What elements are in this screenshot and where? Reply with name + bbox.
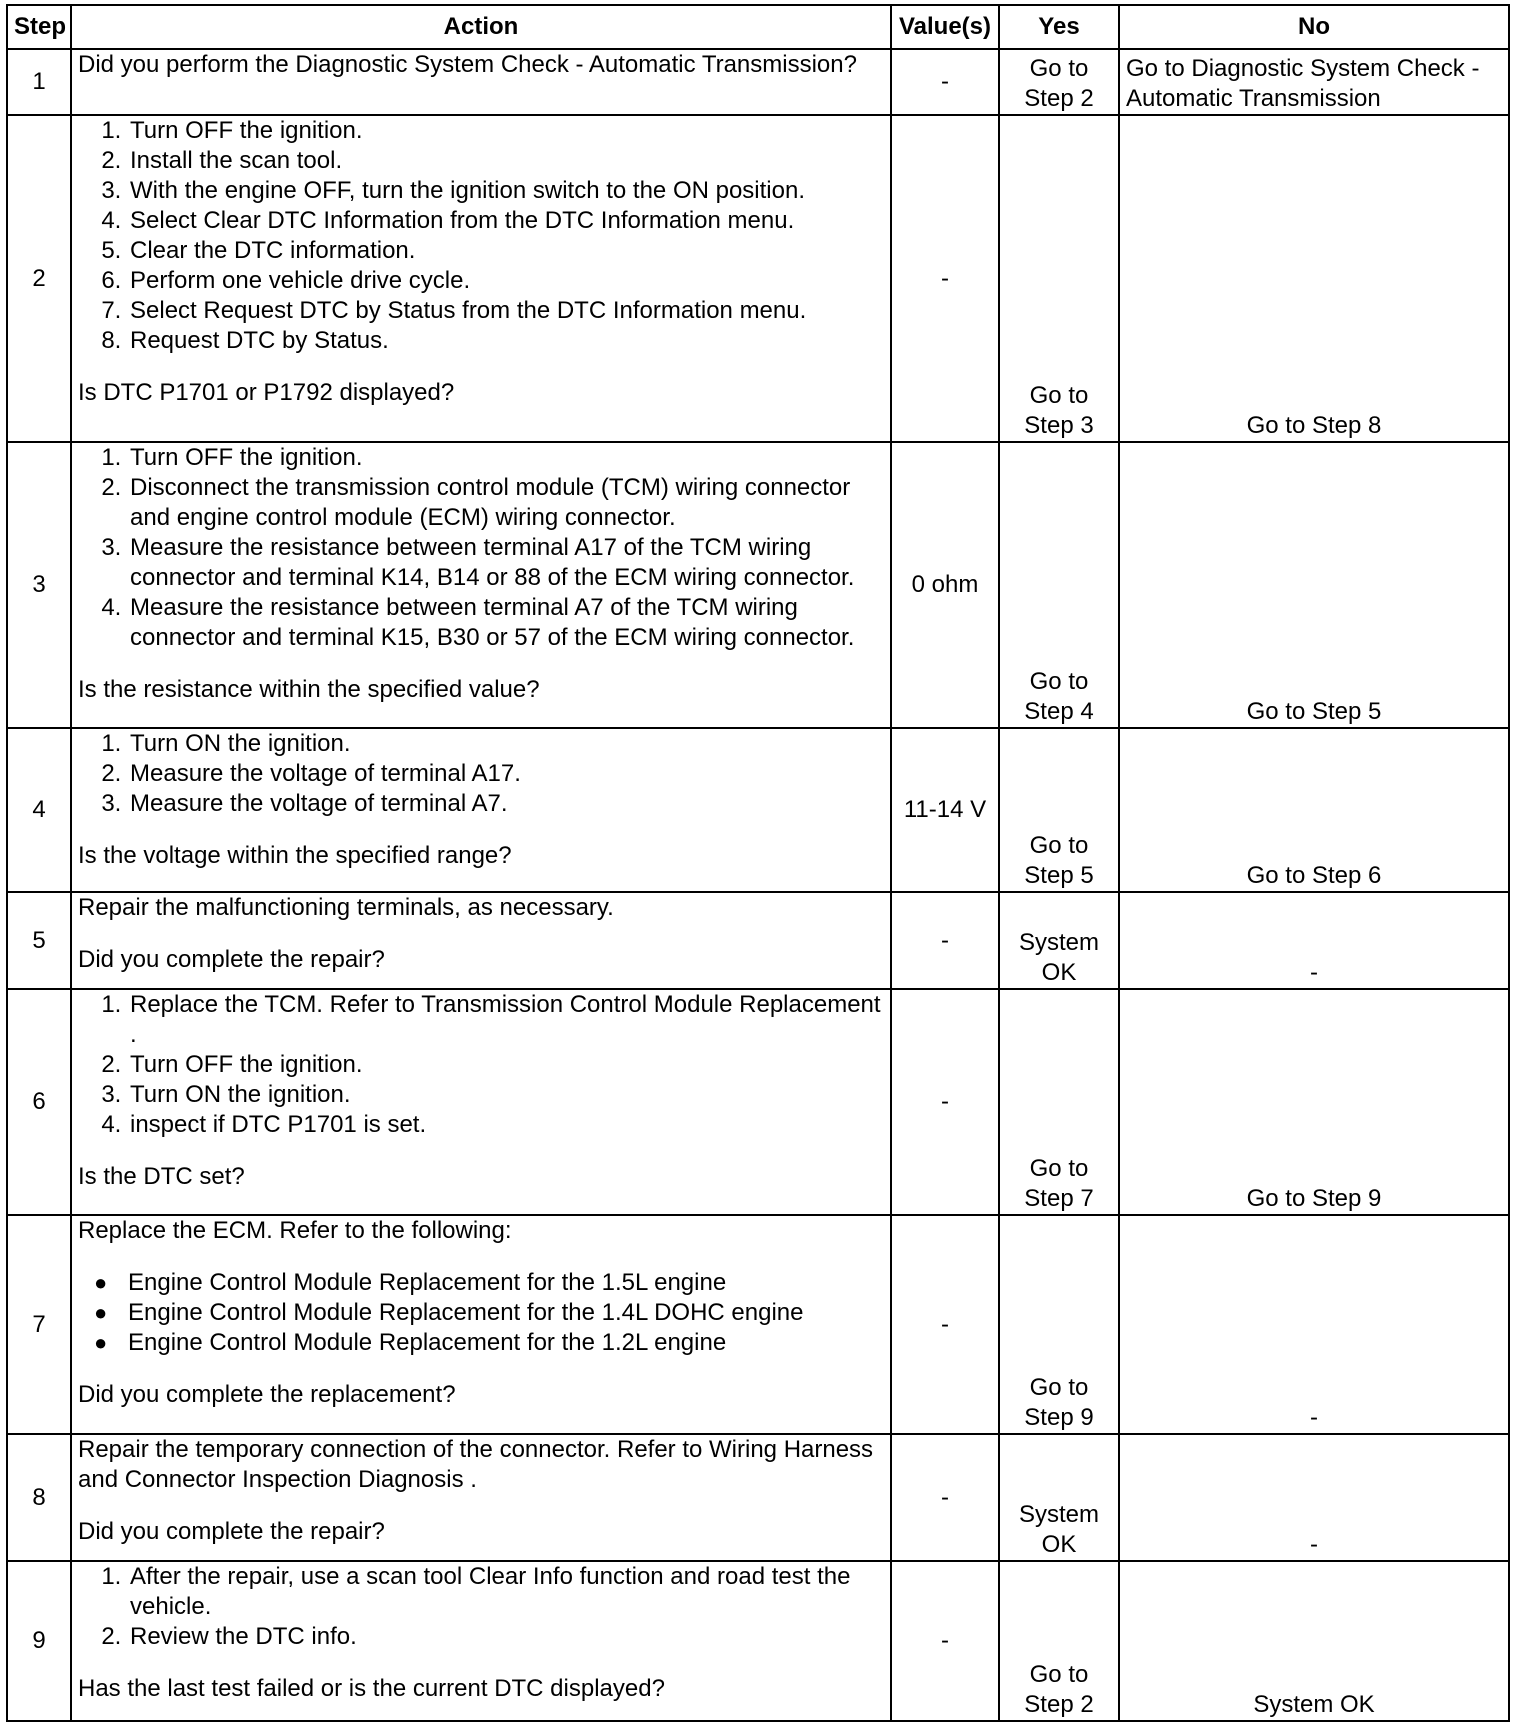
list-item: 3. Turn ON the ignition. bbox=[128, 1080, 884, 1110]
action-text: Did you perform the Diagnostic System Check - Automatic Transmission? bbox=[78, 51, 857, 78]
yes-cell: System OK bbox=[999, 1434, 1119, 1561]
no-cell: - bbox=[1119, 892, 1509, 989]
action-question: Is the DTC set? bbox=[78, 1163, 245, 1190]
step-number: 9 bbox=[7, 1561, 71, 1721]
action-cell bbox=[71, 442, 891, 728]
table-row bbox=[7, 1215, 1509, 1434]
step-number: 8 bbox=[7, 1434, 71, 1561]
list-item: 2. Measure the voltage of terminal A17. bbox=[128, 759, 884, 789]
list-item: 2. Disconnect the transmission control module (TCM) wiring connector and engine control module (ECM) wiring connector. bbox=[128, 473, 884, 533]
yes-cell: Go to Step 5 bbox=[999, 728, 1119, 892]
value-cell: - bbox=[891, 115, 999, 442]
list-item: 3. Measure the voltage of terminal A7. bbox=[128, 789, 884, 819]
action-steps-list bbox=[78, 990, 884, 1140]
diagnostic-table bbox=[6, 4, 1510, 1722]
table-row bbox=[7, 1561, 1509, 1721]
step-number: 6 bbox=[7, 989, 71, 1215]
action-cell bbox=[71, 1215, 891, 1434]
action-steps-list bbox=[78, 1562, 884, 1652]
action-cell bbox=[71, 49, 891, 115]
value-cell: - bbox=[891, 989, 999, 1215]
yes-cell: Go to Step 4 bbox=[999, 442, 1119, 728]
value-cell: 0 ohm bbox=[891, 442, 999, 728]
action-question: Is the resistance within the specified value? bbox=[78, 676, 540, 703]
list-item: 3. With the engine OFF, turn the ignition switch to the ON position. bbox=[128, 176, 884, 206]
list-item: 1. Replace the TCM. Refer to Transmission Control Module Replacement . bbox=[128, 990, 884, 1050]
action-question: Did you complete the repair? bbox=[78, 946, 385, 973]
list-item: 1. Turn OFF the ignition. bbox=[128, 116, 884, 146]
yes-cell: Go to Step 9 bbox=[999, 1215, 1119, 1434]
action-question: Is DTC P1701 or P1792 displayed? bbox=[78, 379, 455, 406]
action-cell bbox=[71, 728, 891, 892]
step-number: 4 bbox=[7, 728, 71, 892]
step-number: 2 bbox=[7, 115, 71, 442]
step-number: 1 bbox=[7, 49, 71, 115]
list-item: ● Engine Control Module Replacement for the 1.4L DOHC engine bbox=[128, 1298, 884, 1328]
action-steps-list bbox=[78, 443, 884, 653]
no-cell: System OK bbox=[1119, 1561, 1509, 1721]
table-body bbox=[7, 49, 1509, 1721]
list-item: 3. Measure the resistance between terminal A17 of the TCM wiring connector and terminal K14, B14 or 88 of the ECM wiring connector. bbox=[128, 533, 884, 593]
table-row bbox=[7, 49, 1509, 115]
list-item: 2. Turn OFF the ignition. bbox=[128, 1050, 884, 1080]
action-question: Has the last test failed or is the current DTC displayed? bbox=[78, 1675, 665, 1702]
action-steps-list bbox=[78, 729, 884, 819]
value-cell: - bbox=[891, 49, 999, 115]
yes-cell: Go to Step 3 bbox=[999, 115, 1119, 442]
value-cell: - bbox=[891, 1215, 999, 1434]
yes-cell: Go to Step 2 bbox=[999, 49, 1119, 115]
list-item: 1. Turn ON the ignition. bbox=[128, 729, 884, 759]
no-cell: Go to Diagnostic System Check - Automatic Transmission bbox=[1119, 49, 1509, 115]
action-text: Repair the temporary connection of the connector. Refer to Wiring Harness and Connector Inspection Diagnosis . bbox=[78, 1436, 874, 1493]
header-row bbox=[7, 5, 1509, 49]
step-number: 7 bbox=[7, 1215, 71, 1434]
table-row bbox=[7, 115, 1509, 442]
yes-cell: Go to Step 2 bbox=[999, 1561, 1119, 1721]
list-item: 4. Select Clear DTC Information from the DTC Information menu. bbox=[128, 206, 884, 236]
action-text: Replace the ECM. Refer to the following: bbox=[78, 1217, 512, 1244]
value-cell: - bbox=[891, 892, 999, 989]
list-item: 1. Turn OFF the ignition. bbox=[128, 443, 884, 473]
table-row bbox=[7, 442, 1509, 728]
table-row bbox=[7, 989, 1509, 1215]
value-cell: - bbox=[891, 1561, 999, 1721]
action-cell bbox=[71, 115, 891, 442]
no-cell: Go to Step 6 bbox=[1119, 728, 1509, 892]
list-item: 7. Select Request DTC by Status from the DTC Information menu. bbox=[128, 296, 884, 326]
value-cell: 11-14 V bbox=[891, 728, 999, 892]
action-cell bbox=[71, 989, 891, 1215]
no-cell: Go to Step 9 bbox=[1119, 989, 1509, 1215]
header-action: Action bbox=[71, 5, 891, 49]
action-cell bbox=[71, 892, 891, 989]
no-cell: - bbox=[1119, 1434, 1509, 1561]
action-question: Is the voltage within the specified range? bbox=[78, 842, 512, 869]
list-item: 2. Install the scan tool. bbox=[128, 146, 884, 176]
list-item: 1. After the repair, use a scan tool Clear Info function and road test the vehicle. bbox=[128, 1562, 884, 1622]
step-number: 3 bbox=[7, 442, 71, 728]
action-steps-list bbox=[78, 116, 884, 356]
no-cell: Go to Step 5 bbox=[1119, 442, 1509, 728]
yes-cell: System OK bbox=[999, 892, 1119, 989]
no-cell: - bbox=[1119, 1215, 1509, 1434]
yes-cell: Go to Step 7 bbox=[999, 989, 1119, 1215]
list-item: 5. Clear the DTC information. bbox=[128, 236, 884, 266]
value-cell: - bbox=[891, 1434, 999, 1561]
no-cell: Go to Step 8 bbox=[1119, 115, 1509, 442]
header-step: Step bbox=[7, 5, 71, 49]
header-yes: Yes bbox=[999, 5, 1119, 49]
action-bullet-list bbox=[78, 1268, 884, 1358]
step-number: 5 bbox=[7, 892, 71, 989]
list-item: 8. Request DTC by Status. bbox=[128, 326, 884, 356]
table-row bbox=[7, 892, 1509, 989]
list-item: 4. Measure the resistance between terminal A7 of the TCM wiring connector and terminal K15, B30 or 57 of the ECM wiring connector. bbox=[128, 593, 884, 653]
table-row bbox=[7, 1434, 1509, 1561]
list-item: ● Engine Control Module Replacement for the 1.2L engine bbox=[128, 1328, 884, 1358]
action-question: Did you complete the replacement? bbox=[78, 1381, 456, 1408]
action-cell bbox=[71, 1561, 891, 1721]
action-text: Repair the malfunctioning terminals, as necessary. bbox=[78, 894, 614, 921]
list-item: 4. inspect if DTC P1701 is set. bbox=[128, 1110, 884, 1140]
action-cell bbox=[71, 1434, 891, 1561]
header-values: Value(s) bbox=[891, 5, 999, 49]
list-item: ● Engine Control Module Replacement for the 1.5L engine bbox=[128, 1268, 884, 1298]
table-row bbox=[7, 728, 1509, 892]
table-header bbox=[7, 5, 1509, 49]
list-item: 2. Review the DTC info. bbox=[128, 1622, 884, 1652]
header-no: No bbox=[1119, 5, 1509, 49]
list-item: 6. Perform one vehicle drive cycle. bbox=[128, 266, 884, 296]
action-question: Did you complete the repair? bbox=[78, 1518, 385, 1545]
